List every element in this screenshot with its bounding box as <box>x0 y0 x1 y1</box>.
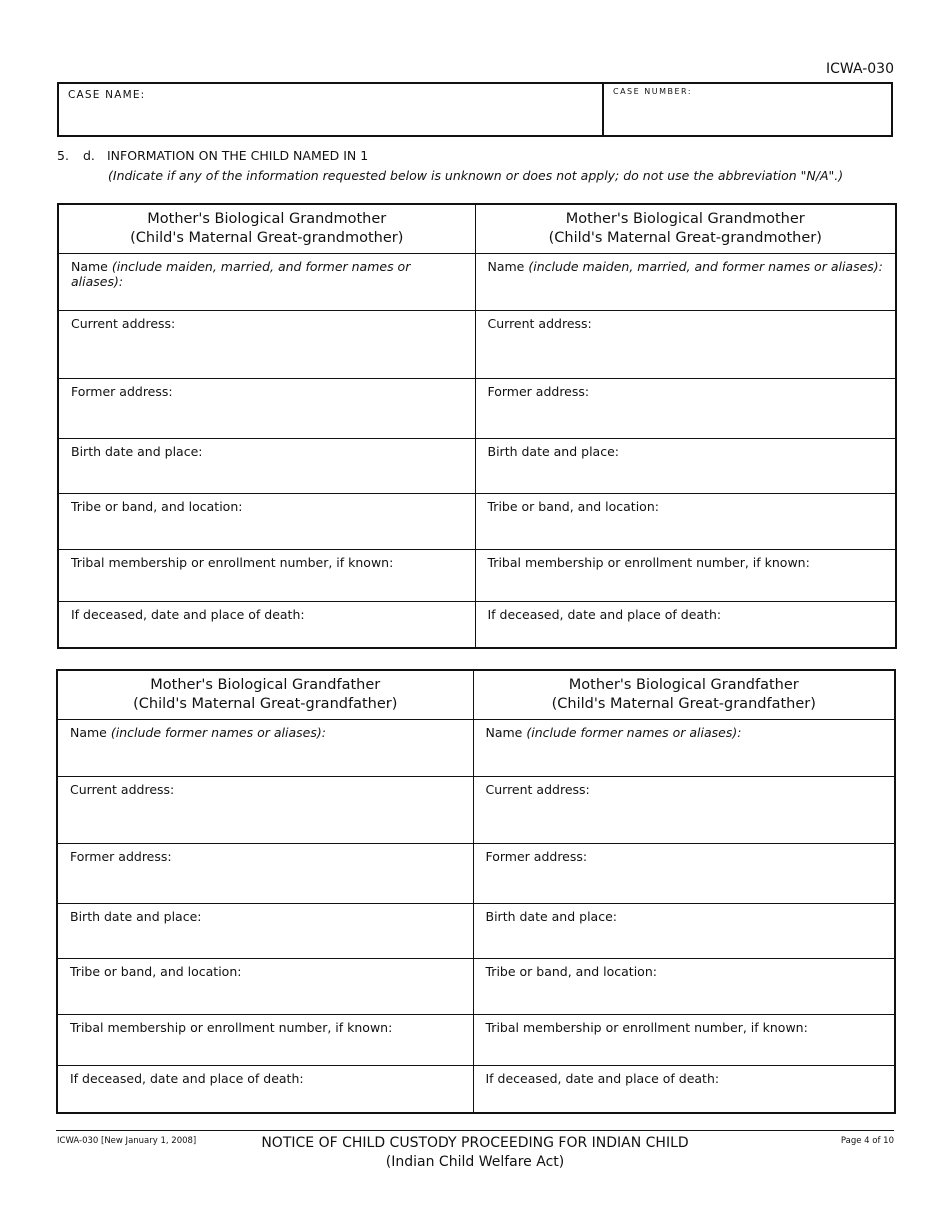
deceased-field-left[interactable] <box>57 1066 473 1113</box>
current-address-field-right[interactable] <box>475 311 896 379</box>
header-relation-detail: (Child's Maternal Great-grandfather) <box>551 696 816 712</box>
name-field-right[interactable] <box>473 720 895 777</box>
field-label: Former address: <box>71 384 173 399</box>
tribe-field-left[interactable] <box>57 959 473 1015</box>
membership-field-left[interactable] <box>58 550 475 602</box>
header-relation: Mother's Biological Grandfather <box>150 677 381 693</box>
header-relation: Mother's Biological Grandmother <box>565 211 805 227</box>
form-id: ICWA-030 <box>825 61 894 77</box>
birth-field-right[interactable] <box>473 904 895 959</box>
birth-field-left[interactable] <box>57 904 473 959</box>
field-label: Name <box>70 725 111 740</box>
header-relation-detail: (Child's Maternal Great-grandmother) <box>548 230 822 246</box>
deceased-field-right[interactable] <box>473 1066 895 1113</box>
field-label: Tribal membership or enrollment number, if known: <box>485 1020 808 1035</box>
header-relation: Mother's Biological Grandfather <box>568 677 799 693</box>
membership-field-right[interactable] <box>473 1015 895 1066</box>
grandmother-table <box>57 203 897 649</box>
tribe-field-left[interactable] <box>58 494 475 550</box>
item-heading <box>57 148 368 163</box>
former-address-field-right[interactable] <box>473 844 895 904</box>
header-relation: Mother's Biological Grandmother <box>147 211 387 227</box>
page-number: Page 4 of 10 <box>840 1136 894 1146</box>
grandfather-table <box>56 669 896 1114</box>
field-label: Former address: <box>70 849 172 864</box>
field-hint: (include former names or aliases): <box>110 725 326 740</box>
item-number: 5. <box>57 148 69 163</box>
item-letter: d. <box>83 148 95 163</box>
field-label: Birth date and place: <box>487 444 619 459</box>
field-label: Tribal membership or enrollment number, if known: <box>70 1020 393 1035</box>
field-label: Birth date and place: <box>485 909 617 924</box>
item-instruction: (Indicate if any of the information requested below is unknown or does not apply; do not use the abbreviation "N/A".) <box>108 168 844 183</box>
header-relation-detail: (Child's Maternal Great-grandmother) <box>130 230 404 246</box>
field-label: If deceased, date and place of death: <box>487 607 722 622</box>
former-address-field-right[interactable] <box>475 379 896 439</box>
field-label: Tribe or band, and location: <box>485 964 657 979</box>
membership-field-left[interactable] <box>57 1015 473 1066</box>
current-address-field-right[interactable] <box>473 777 895 844</box>
case-name-label: CASE NAME: <box>68 89 146 101</box>
column-header-left <box>57 670 473 720</box>
name-field-left[interactable] <box>58 254 475 311</box>
column-header-right <box>473 670 895 720</box>
deceased-field-right[interactable] <box>475 602 896 648</box>
footer-divider <box>56 1130 894 1131</box>
field-label: If deceased, date and place of death: <box>70 1071 304 1086</box>
former-address-field-left[interactable] <box>58 379 475 439</box>
field-label: Current address: <box>71 316 176 331</box>
former-address-field-left[interactable] <box>57 844 473 904</box>
column-header-left <box>58 204 475 254</box>
field-label: If deceased, date and place of death: <box>485 1071 720 1086</box>
field-label: Current address: <box>487 316 592 331</box>
field-label: Name <box>71 259 112 274</box>
item-title: INFORMATION ON THE CHILD NAMED IN 1 <box>107 148 369 163</box>
case-caption-box <box>57 82 893 137</box>
field-hint: (include maiden, married, and former names or aliases): <box>528 259 883 274</box>
form-title <box>0 1134 950 1172</box>
field-label: Former address: <box>485 849 588 864</box>
name-field-right[interactable] <box>475 254 896 311</box>
form-revision: ICWA-030 [New January 1, 2008] <box>57 1136 197 1146</box>
form-title-sub: (Indian Child Welfare Act) <box>385 1154 565 1170</box>
header-relation-detail: (Child's Maternal Great-grandfather) <box>133 696 398 712</box>
case-name-field[interactable] <box>59 84 604 135</box>
birth-field-left[interactable] <box>58 439 475 494</box>
field-label: Birth date and place: <box>71 444 203 459</box>
field-label: Birth date and place: <box>70 909 202 924</box>
form-title-main: NOTICE OF CHILD CUSTODY PROCEEDING FOR INDIAN CHILD <box>261 1135 689 1151</box>
field-label: Current address: <box>485 782 590 797</box>
field-label: Tribe or band, and location: <box>487 499 659 514</box>
field-label: Tribal membership or enrollment number, if known: <box>71 555 394 570</box>
field-label: Tribe or band, and location: <box>70 964 242 979</box>
case-number-label: CASE NUMBER: <box>613 87 693 96</box>
membership-field-right[interactable] <box>475 550 896 602</box>
tribe-field-right[interactable] <box>473 959 895 1015</box>
deceased-field-left[interactable] <box>58 602 475 648</box>
current-address-field-left[interactable] <box>57 777 473 844</box>
current-address-field-left[interactable] <box>58 311 475 379</box>
name-field-left[interactable] <box>57 720 473 777</box>
field-hint: (include former names or aliases): <box>526 725 742 740</box>
case-number-field[interactable] <box>604 84 891 135</box>
field-label: Name <box>487 259 529 274</box>
birth-field-right[interactable] <box>475 439 896 494</box>
tribe-field-right[interactable] <box>475 494 896 550</box>
field-hint: (include maiden, married, and former names or aliases): <box>71 259 411 289</box>
field-label: Former address: <box>487 384 590 399</box>
field-label: Name <box>485 725 527 740</box>
column-header-right <box>475 204 896 254</box>
field-label: Tribe or band, and location: <box>71 499 243 514</box>
field-label: If deceased, date and place of death: <box>71 607 305 622</box>
field-label: Tribal membership or enrollment number, if known: <box>487 555 810 570</box>
field-label: Current address: <box>70 782 175 797</box>
